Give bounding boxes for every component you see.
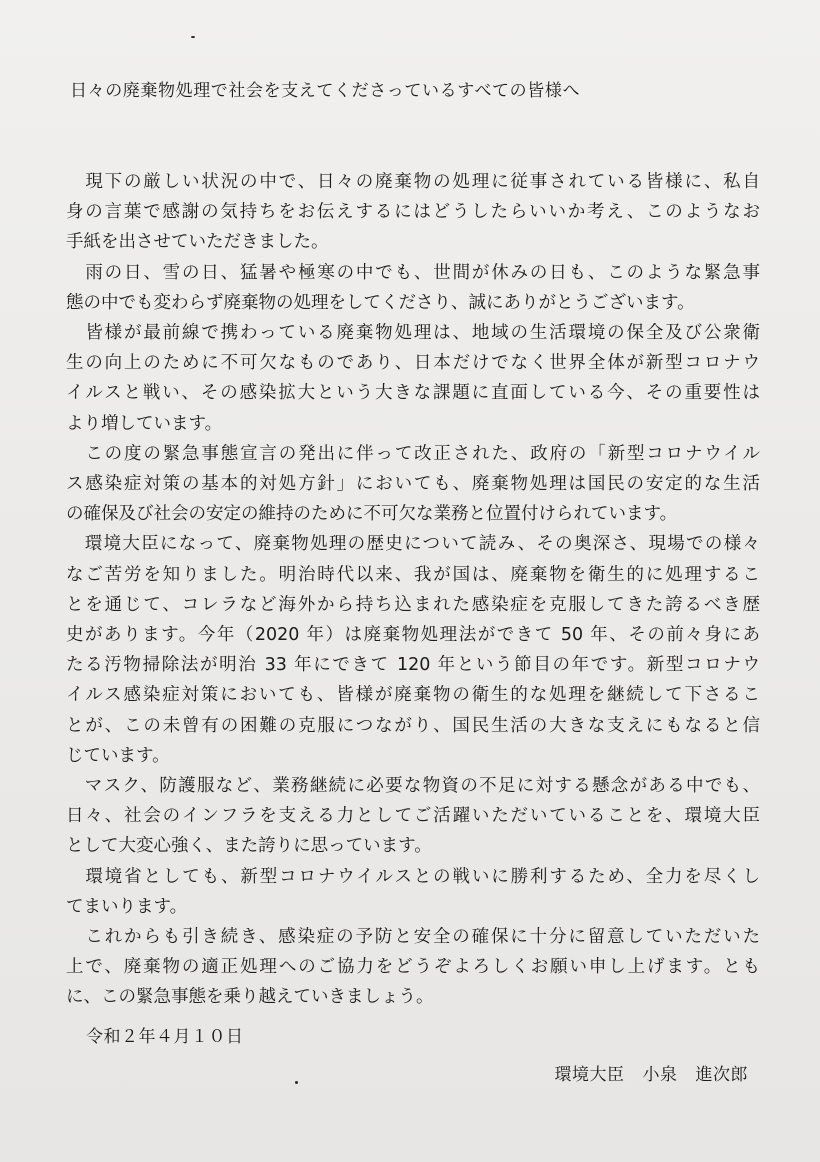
letter-line: 身の言葉で感謝の気持ちをお伝えするにはどうしたらいいか考え、このようなお [66, 202, 760, 223]
letter-line: の確保及び社会の安定の維持のために不可欠な業務と位置付けられています。 [66, 504, 678, 525]
letter-line: じています。 [66, 745, 170, 766]
signature-surname: 小泉 [642, 1065, 678, 1085]
letter-line: より増しています。 [66, 413, 223, 434]
letter-line: てまいります。 [66, 896, 188, 917]
letter-line: イルス感染症対策においても、皆様が廃棄物の衛生的な処理を継続して下さるこ [66, 685, 760, 706]
letter-line: これからも引き続き、感染症の予防と安全の確保に十分に留意していただいた [66, 927, 760, 948]
letter-line: イルスと戦い、その感染拡大という大きな課題に直面している今、その重要性は [66, 383, 760, 404]
paper-speck-top [191, 36, 195, 38]
letter-line: 手紙を出させていただきました。 [66, 232, 329, 253]
letter-line: とが、この未曾有の困難の克服につながり、国民生活の大きな支えにもなると信 [66, 715, 760, 736]
letter-line: に、この緊急事態を乗り越えていきましょう。 [66, 987, 434, 1008]
signature-given-name: 進次郎 [695, 1065, 748, 1085]
letter-line: 皆様が最前線で携わっている廃棄物処理は、地域の生活環境の保全及び公衆衛 [66, 323, 760, 344]
letter-line: 環境大臣になって、廃棄物処理の歴史について読み、その奥深さ、現場での様々 [66, 534, 760, 555]
letter-line: 態の中でも変わらず廃棄物の処理をしてくださり、誠にありがとうございます。 [66, 292, 695, 313]
letter-paragraph [66, 167, 760, 258]
letter-line: 日々、社会のインフラを支える力としてご活躍いただいていることを、環境大臣 [66, 806, 760, 827]
letter-line: 史があります。今年（2020 年）は廃棄物処理法ができて 50 年、その前々身にあ [66, 625, 760, 646]
letter-line: 環境省としても、新型コロナウイルスとの戦いに勝利するため、全力を尽くし [66, 866, 760, 887]
paper-speck-bottom [295, 1081, 298, 1084]
letter-paragraph [66, 771, 760, 862]
letter-line: たる汚物掃除法が明治 33 年にできて 120 年という節目の年です。新型コロナウ [66, 655, 760, 676]
letter-paragraph [66, 862, 760, 922]
letter-paragraph [66, 529, 760, 771]
letter-line: 現下の厳しい状況の中で、日々の廃棄物の処理に従事されている皆様に、私自 [66, 172, 760, 192]
letter-paragraph [66, 922, 760, 1013]
letter-line: 上で、廃棄物の適正処理へのご協力をどうぞよろしくお願い申し上げます。とも [66, 957, 760, 978]
letter-line: とを通じて、コレラなど海外から持ち込まれた感染症を克服してきた誇るべき歴 [66, 594, 760, 615]
letter-line: として大変心強く、また誇りに思っています。 [66, 836, 432, 857]
letter-line: なご苦労を知りました。明治時代以来、我が国は、廃棄物を衛生的に処理するこ [66, 564, 760, 585]
letter-line: この度の緊急事態宣言の発出に伴って改正された、政府の「新型コロナウイル [66, 443, 760, 464]
letter-salutation: 日々の廃棄物処理で社会を支えてくださっているすべての皆様へ [70, 81, 581, 101]
letter-line: ス感染症対策の基本的対処方針」においても、廃棄物処理は国民の安定的な生活 [66, 474, 760, 495]
letter-paragraph [66, 439, 760, 530]
letter-signature [555, 1063, 749, 1087]
letter-paragraph [66, 258, 760, 318]
letter-body [66, 167, 760, 1013]
letter-date: 令和２年４月１０日 [86, 1027, 244, 1047]
letter-paragraph [66, 318, 760, 439]
letter-line: 生の向上のために不可欠なものであり、日本だけでなく世界全体が新型コロナウ [66, 353, 760, 374]
letter-line: 雨の日、雪の日、猛暑や極寒の中でも、世間が休みの日も、このような緊急事 [66, 262, 760, 283]
signature-title: 環境大臣 [554, 1065, 625, 1085]
letter-line: マスク、防護服など、業務継続に必要な物資の不足に対する懸念がある中でも、 [66, 776, 760, 797]
